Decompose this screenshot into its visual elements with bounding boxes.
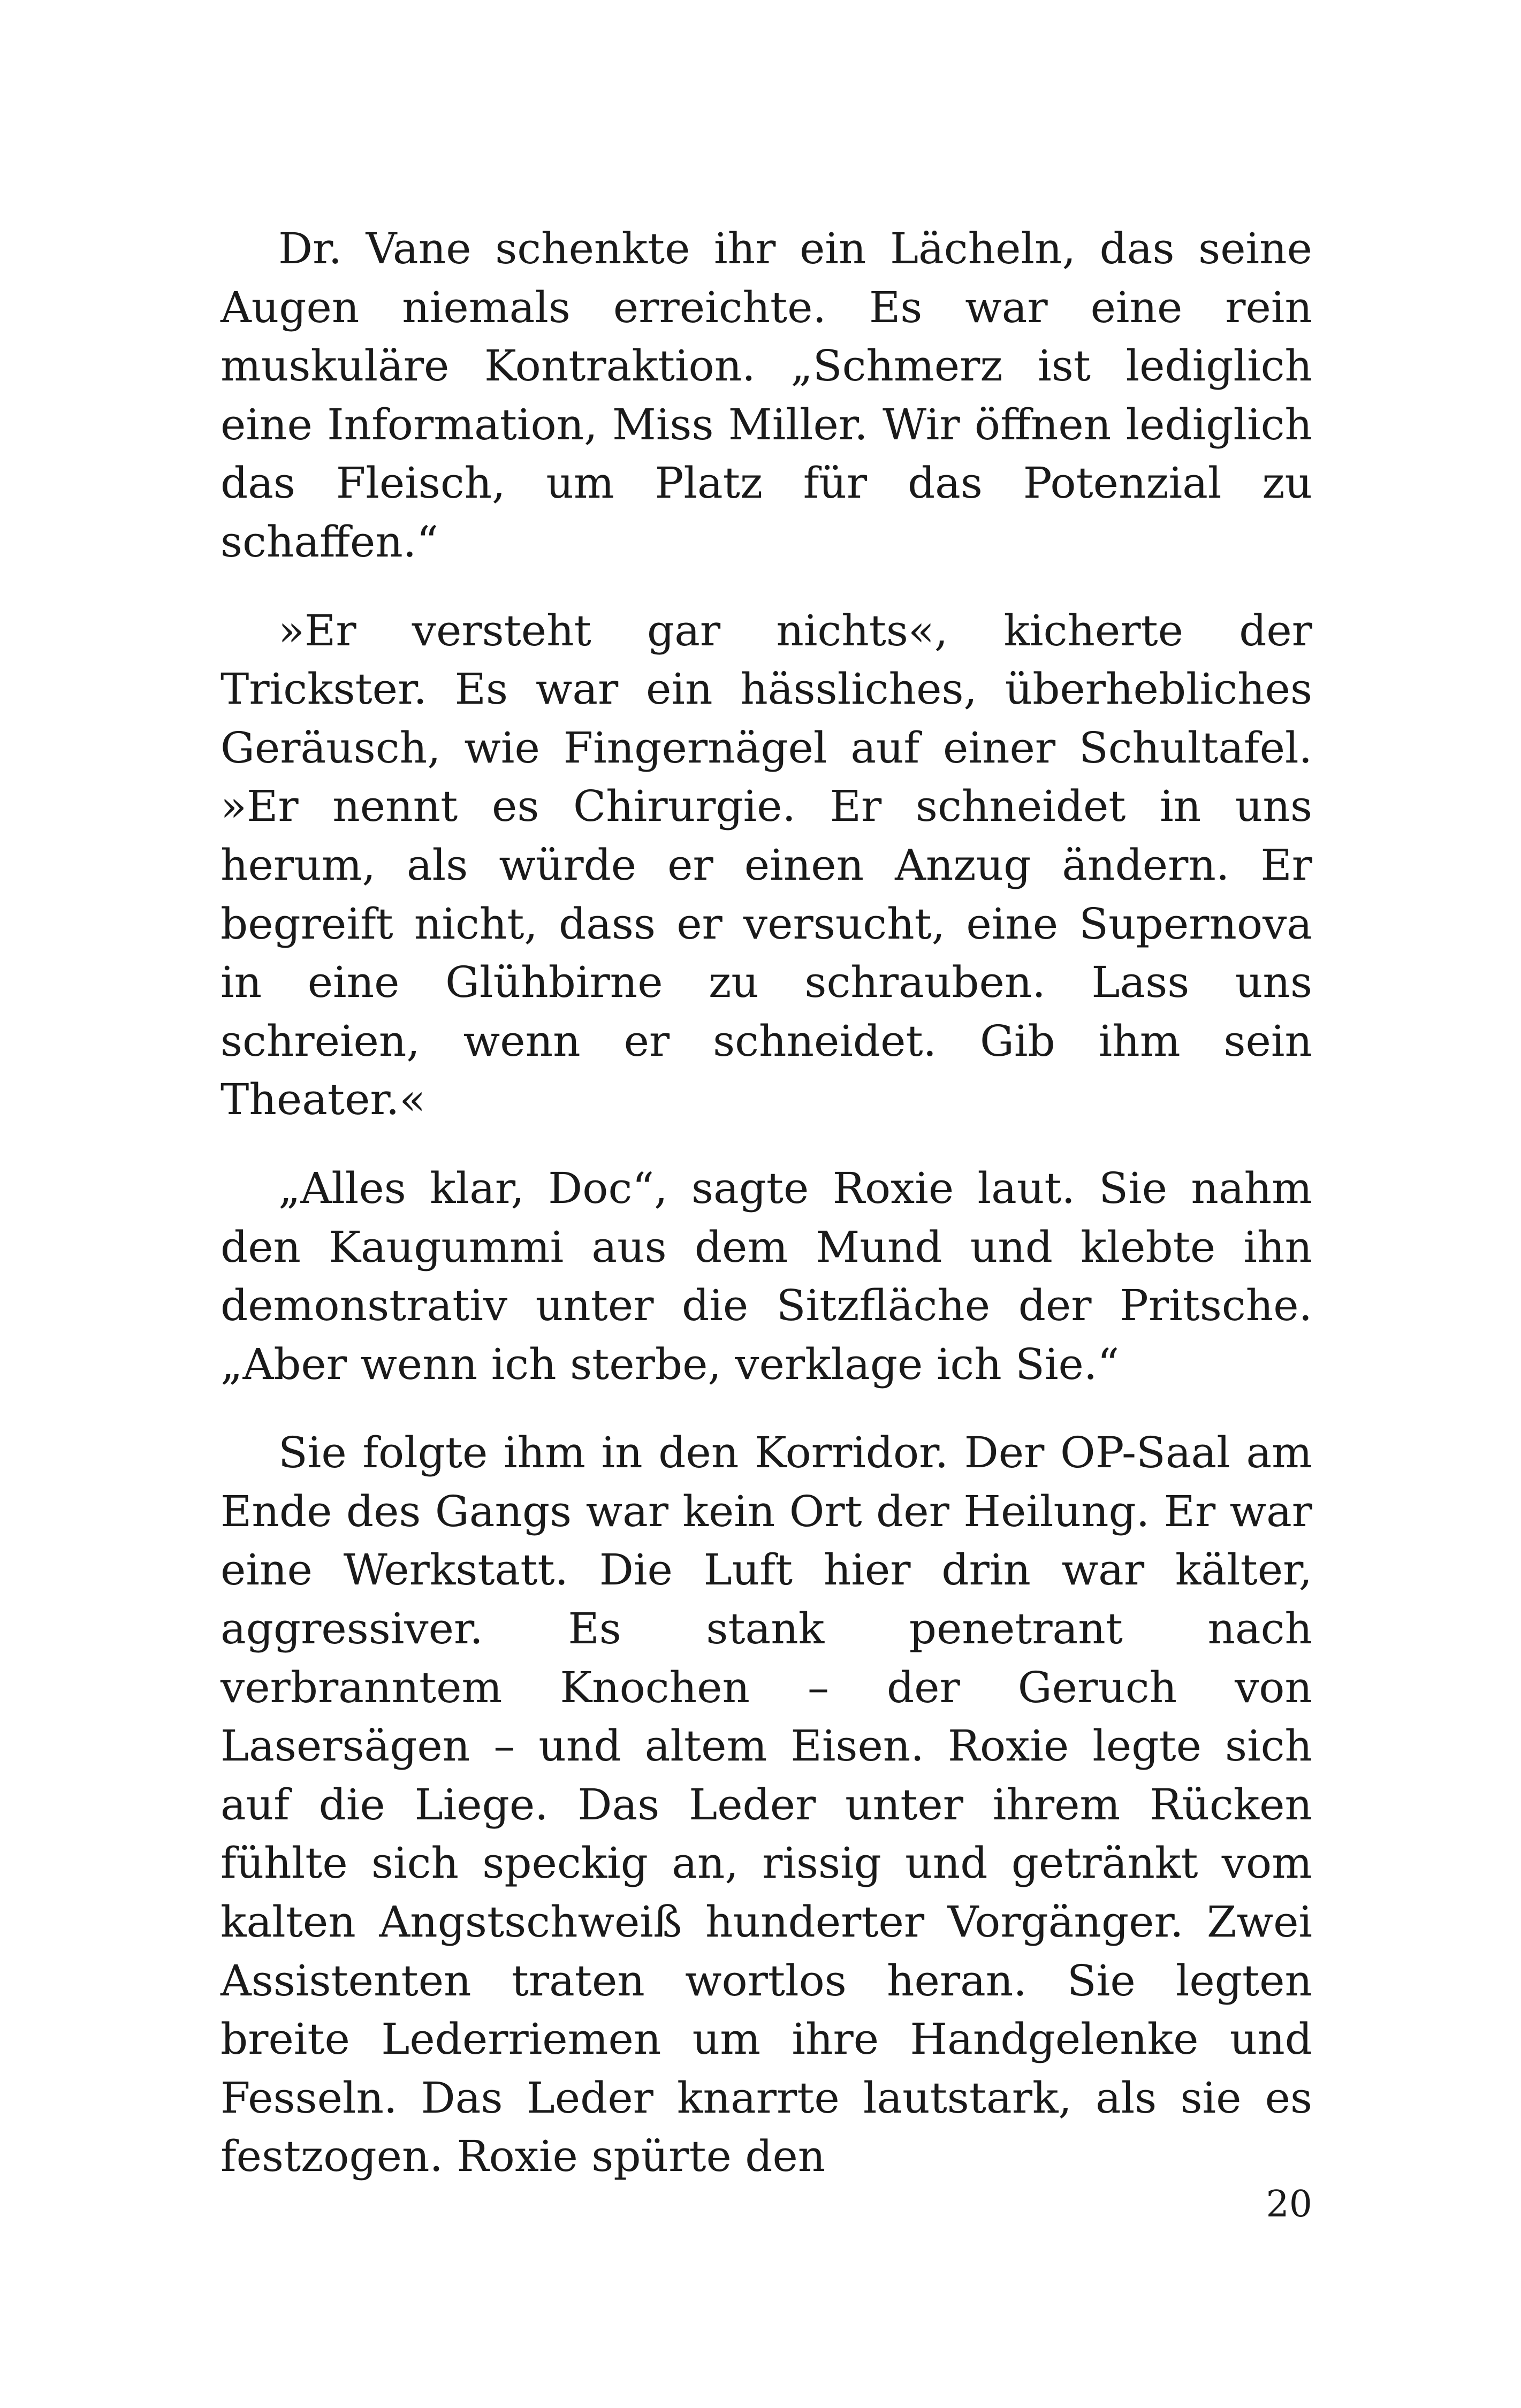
paragraph-3: „Alles klar, Doc“, sagte Roxie laut. Sie nahm den Kaugummi aus dem Mund und klebte ihn demonstrativ unter die Sitzfläche der Pritsche. „Aber wenn ich sterbe, verklage ich Sie.“ bbox=[220, 1163, 1312, 1389]
paragraph-4: Sie folgte ihm in den Korridor. Der OP-Saal am Ende des Gangs war kein Ort der Heilung. Er war eine Werkstatt. Die Luft hier drin war kälter, aggressiver. Es stank penetrant nach verbranntem Knochen – der Geruch von Lasersägen – und altem Eisen. Roxie legte sich auf die Liege. Das Leder unter ihrem Rücken fühlte sich speckig an, rissig und getränkt vom kalten Angstschweiß hunderter Vorgänger. Zwei Assistenten traten wortlos heran. Sie legten breite Lederriemen um ihre Handgelenke und Fesseln. Das Leder knarrte lautstark, als sie es festzogen. Roxie spürte den bbox=[220, 1428, 1312, 2182]
paragraph-1: Dr. Vane schenkte ihr ein Lächeln, das seine Augen niemals erreichte. Es war eine rein muskuläre Kontraktion. „Schmerz ist lediglich eine Information, Miss Miller. Wir öffnen lediglich das Fleisch, um Platz für das Potenzial zu schaffen.“ bbox=[220, 224, 1312, 567]
page-number: 20 bbox=[1266, 2183, 1312, 2226]
paragraph-2: »Er versteht gar nichts«, kicherte der Trickster. Es war ein hässliches, überhebliches Geräusch, wie Fingernägel auf einer Schultafel. »Er nennt es Chirurgie. Er schneidet in uns herum, als würde er einen Anzug ändern. Er begreift nicht, dass er versucht, eine Supernova in eine Glühbirne zu schrauben. Lass uns schreien, wenn er schneidet. Gib ihm sein Theater.« bbox=[220, 605, 1312, 1125]
body-text bbox=[220, 219, 1312, 2216]
